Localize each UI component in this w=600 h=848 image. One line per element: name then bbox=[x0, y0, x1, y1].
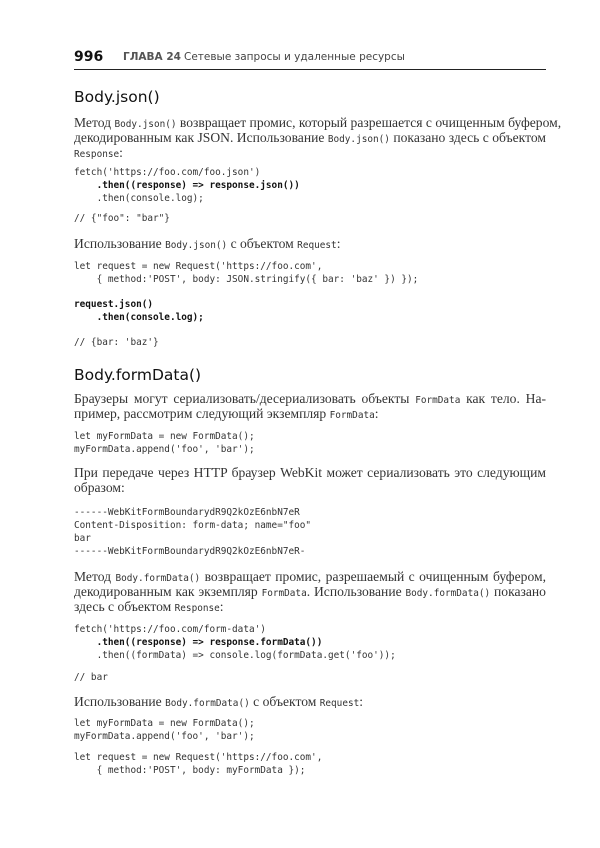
text: с объектом bbox=[227, 236, 298, 251]
text: . Использование bbox=[306, 584, 406, 599]
chapter-title: Сетевые запросы и удаленные ресурсы bbox=[184, 51, 405, 63]
code-block bbox=[74, 506, 311, 558]
paragraph-line bbox=[74, 145, 546, 162]
code-comment: // {"foo": "bar"} bbox=[74, 213, 170, 224]
code-line: fetch('https://foo.com/foo.json') bbox=[74, 167, 261, 178]
inline-code: Request bbox=[297, 240, 337, 251]
inline-code: Body.json() bbox=[327, 134, 390, 145]
paragraph-line bbox=[74, 694, 546, 711]
code-line: .then(console.log); bbox=[74, 312, 204, 323]
code-block bbox=[74, 717, 255, 743]
text: Метод bbox=[74, 569, 116, 584]
section-heading-body-formdata: Body.formData() bbox=[74, 366, 202, 384]
code-line: let request = new Request('https://foo.com', bbox=[74, 261, 323, 272]
text: : bbox=[374, 406, 379, 421]
text: : bbox=[359, 694, 364, 709]
text: показано bbox=[490, 584, 546, 599]
paragraph-line bbox=[74, 599, 546, 616]
text: показано здесь с объектом bbox=[389, 130, 546, 145]
section-heading-body-json: Body.json() bbox=[74, 88, 160, 106]
paragraph-line: При передаче через HTTP браузер WebKit может сериализовать это следующим bbox=[74, 465, 546, 480]
paragraph-line bbox=[74, 406, 546, 423]
text: возвращает промис, разрешаемый с очищенным буфером, bbox=[200, 569, 546, 584]
page-number: 996 bbox=[74, 49, 104, 65]
text: возвращает промис, который разрешается с очищенным буфером, bbox=[176, 115, 562, 130]
code-block bbox=[74, 260, 418, 286]
code-line: .then((response) => response.formData()) bbox=[74, 637, 323, 648]
text: Метод bbox=[74, 115, 115, 130]
code-line: myFormData.append('foo', 'bar'); bbox=[74, 444, 255, 455]
inline-code: Body.json() bbox=[114, 119, 177, 130]
code-comment: // {bar: 'baz'} bbox=[74, 337, 159, 348]
code-line: myFormData.append('foo', 'bar'); bbox=[74, 731, 255, 742]
code-line: .then((formData) => console.log(formData.get('foo')); bbox=[74, 650, 396, 661]
text: здесь с объектом bbox=[74, 599, 175, 614]
code-line: ------WebKitFormBoundarydR9Q2kOzE6nbN7eR bbox=[74, 507, 300, 518]
code-block bbox=[74, 298, 204, 324]
inline-code: FormData bbox=[261, 588, 307, 599]
code-line: ------WebKitFormBoundarydR9Q2kOzE6nbN7eR- bbox=[74, 546, 306, 557]
code-line: bar bbox=[74, 533, 91, 544]
code-line: .then((response) => response.json()) bbox=[74, 180, 300, 191]
code-block bbox=[74, 623, 396, 662]
code-line: let request = new Request('https://foo.com', bbox=[74, 752, 323, 763]
code-line: { method:'POST', body: JSON.stringify({ bar: 'baz' }) }); bbox=[74, 274, 419, 285]
code-block bbox=[74, 166, 300, 205]
text: пример, рассмотрим следующий экземпляр bbox=[74, 406, 330, 421]
code-line: .then(console.log); bbox=[74, 193, 204, 204]
text: декодированным как JSON. Использование bbox=[74, 130, 328, 145]
code-line: { method:'POST', body: myFormData }); bbox=[74, 765, 306, 776]
code-block bbox=[74, 751, 322, 777]
code-line: request.json() bbox=[74, 299, 154, 310]
text: как тело. На- bbox=[460, 391, 547, 406]
code-line: Content-Disposition: form-data; name="foo" bbox=[74, 520, 312, 531]
code-comment: // bar bbox=[74, 672, 108, 683]
inline-code: FormData bbox=[329, 410, 375, 421]
text: Браузеры могут сериализовать/десериализовать объекты bbox=[74, 391, 416, 406]
text: : bbox=[336, 236, 341, 251]
inline-code: Body.json() bbox=[165, 240, 228, 251]
text: декодированным как экземпляр bbox=[74, 584, 262, 599]
chapter-label: ГЛАВА 24 bbox=[123, 51, 181, 63]
inline-code: FormData bbox=[415, 395, 461, 406]
text: : bbox=[119, 145, 123, 160]
inline-code: Response bbox=[74, 149, 120, 160]
text: : bbox=[219, 599, 224, 614]
inline-code: Body.formData() bbox=[405, 588, 491, 599]
text: Использование bbox=[74, 236, 166, 251]
paragraph-line: образом: bbox=[74, 480, 125, 495]
code-line: fetch('https://foo.com/form-data') bbox=[74, 624, 266, 635]
code-line: let myFormData = new FormData(); bbox=[74, 431, 255, 442]
text: Использование bbox=[74, 694, 166, 709]
inline-code: Request bbox=[319, 698, 360, 709]
inline-code: Body.formData() bbox=[165, 698, 250, 709]
inline-code: Body.formData() bbox=[115, 573, 201, 584]
paragraph-line bbox=[74, 236, 546, 253]
text: с объектом bbox=[249, 694, 320, 709]
code-line: let myFormData = new FormData(); bbox=[74, 718, 255, 729]
code-block bbox=[74, 430, 255, 456]
inline-code: Response bbox=[174, 603, 220, 614]
header-rule bbox=[74, 69, 546, 70]
